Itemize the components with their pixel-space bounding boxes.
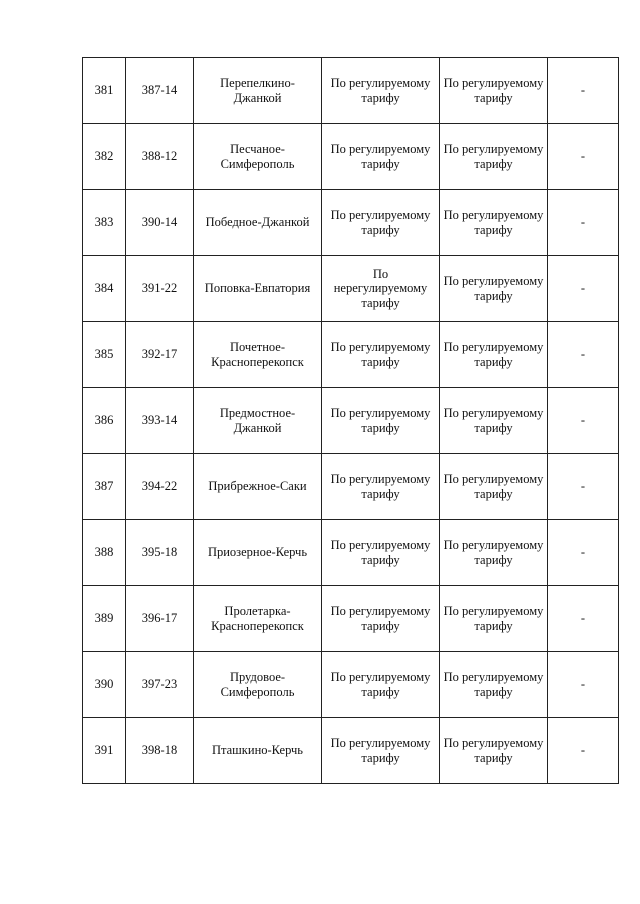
route-name-cell: Пташкино-Керчь [194, 718, 322, 784]
table-row [83, 58, 619, 124]
note-cell: - [548, 718, 619, 784]
route-name-cell: Победное-Джанкой [194, 190, 322, 256]
route-code-cell: 392-17 [126, 322, 194, 388]
row-number-cell: 381 [83, 58, 126, 124]
note-cell: - [548, 454, 619, 520]
note-cell: - [548, 322, 619, 388]
route-code-cell: 388-12 [126, 124, 194, 190]
note-cell: - [548, 388, 619, 454]
table-row [83, 322, 619, 388]
note-cell: - [548, 652, 619, 718]
row-number-cell: 385 [83, 322, 126, 388]
table-row [83, 124, 619, 190]
note-cell: - [548, 190, 619, 256]
table-row [83, 256, 619, 322]
row-number-cell: 384 [83, 256, 126, 322]
route-code-cell: 387-14 [126, 58, 194, 124]
row-number-cell: 390 [83, 652, 126, 718]
route-name-cell: Приозерное-Керчь [194, 520, 322, 586]
note-cell: - [548, 520, 619, 586]
tariff-cell-1: По регулируемому тарифу [322, 124, 440, 190]
tariff-cell-1: По регулируемому тарифу [322, 454, 440, 520]
route-name-cell: Перепелкино-Джанкой [194, 58, 322, 124]
note-cell: - [548, 58, 619, 124]
route-code-cell: 398-18 [126, 718, 194, 784]
tariff-cell-1: По нерегулируемому тарифу [322, 256, 440, 322]
route-name-cell: Песчаное-Симферополь [194, 124, 322, 190]
tariff-cell-1: По регулируемому тарифу [322, 190, 440, 256]
table-row [83, 718, 619, 784]
note-cell: - [548, 256, 619, 322]
table-row [83, 388, 619, 454]
tariff-cell-2: По регулируемому тарифу [440, 454, 548, 520]
row-number-cell: 382 [83, 124, 126, 190]
route-name-cell: Прудовое-Симферополь [194, 652, 322, 718]
tariff-cell-2: По регулируемому тарифу [440, 322, 548, 388]
tariff-cell-1: По регулируемому тарифу [322, 652, 440, 718]
row-number-cell: 389 [83, 586, 126, 652]
tariff-cell-1: По регулируемому тарифу [322, 58, 440, 124]
tariff-cell-2: По регулируемому тарифу [440, 256, 548, 322]
note-cell: - [548, 124, 619, 190]
routes-table [82, 57, 619, 784]
row-number-cell: 391 [83, 718, 126, 784]
tariff-cell-1: По регулируемому тарифу [322, 322, 440, 388]
route-name-cell: Прибрежное-Саки [194, 454, 322, 520]
tariff-cell-1: По регулируемому тарифу [322, 388, 440, 454]
table-row [83, 586, 619, 652]
tariff-cell-2: По регулируемому тарифу [440, 124, 548, 190]
route-code-cell: 395-18 [126, 520, 194, 586]
row-number-cell: 388 [83, 520, 126, 586]
tariff-cell-2: По регулируемому тарифу [440, 190, 548, 256]
routes-table-body [83, 58, 619, 784]
row-number-cell: 387 [83, 454, 126, 520]
tariff-cell-2: По регулируемому тарифу [440, 58, 548, 124]
route-name-cell: Пролетарка-Красноперекопск [194, 586, 322, 652]
tariff-cell-2: По регулируемому тарифу [440, 586, 548, 652]
tariff-cell-2: По регулируемому тарифу [440, 388, 548, 454]
tariff-cell-1: По регулируемому тарифу [322, 520, 440, 586]
table-row [83, 520, 619, 586]
tariff-cell-2: По регулируемому тарифу [440, 718, 548, 784]
note-cell: - [548, 586, 619, 652]
route-code-cell: 390-14 [126, 190, 194, 256]
route-code-cell: 397-23 [126, 652, 194, 718]
route-code-cell: 394-22 [126, 454, 194, 520]
route-name-cell: Почетное-Красноперекопск [194, 322, 322, 388]
table-row [83, 652, 619, 718]
row-number-cell: 383 [83, 190, 126, 256]
tariff-cell-1: По регулируемому тарифу [322, 718, 440, 784]
route-code-cell: 396-17 [126, 586, 194, 652]
table-row [83, 190, 619, 256]
tariff-cell-1: По регулируемому тарифу [322, 586, 440, 652]
tariff-cell-2: По регулируемому тарифу [440, 520, 548, 586]
route-code-cell: 391-22 [126, 256, 194, 322]
route-name-cell: Предмостное-Джанкой [194, 388, 322, 454]
route-name-cell: Поповка-Евпатория [194, 256, 322, 322]
row-number-cell: 386 [83, 388, 126, 454]
table-row [83, 454, 619, 520]
tariff-cell-2: По регулируемому тарифу [440, 652, 548, 718]
route-code-cell: 393-14 [126, 388, 194, 454]
